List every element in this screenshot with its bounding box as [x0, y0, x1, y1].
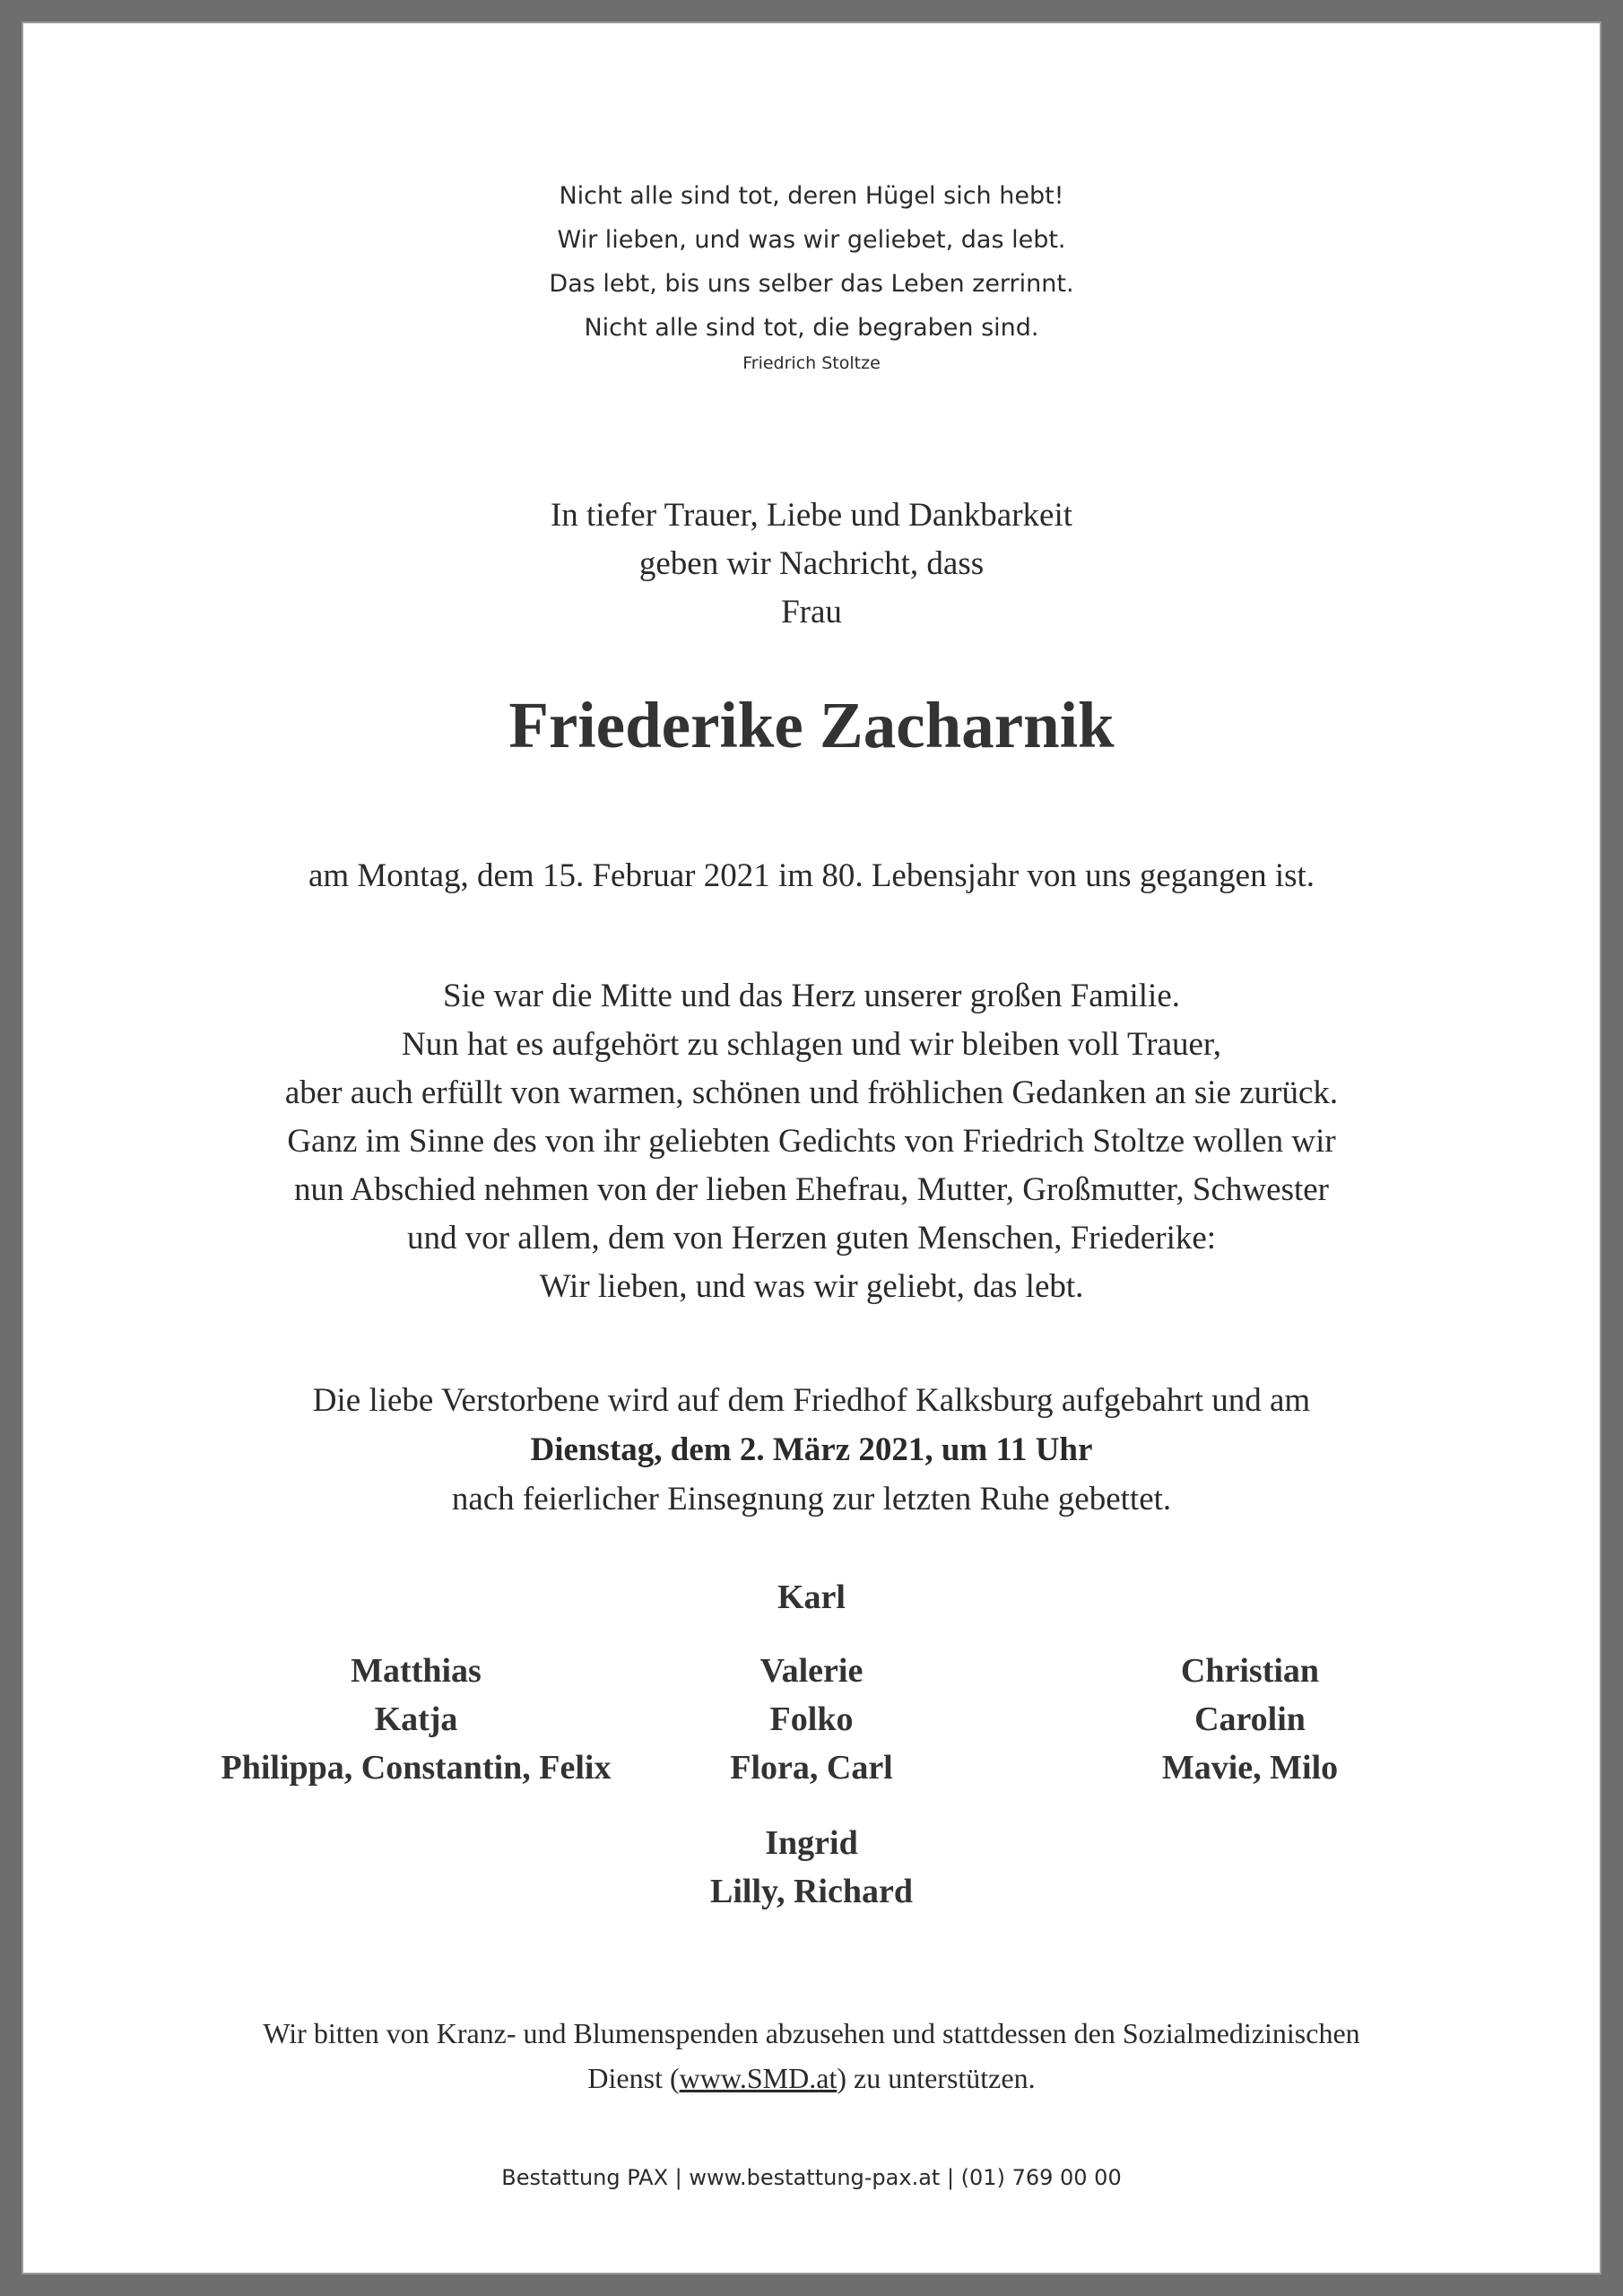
donation-line: Wir bitten von Kranz- und Blumenspenden abzusehen und stattdessen den Sozialmedizinischen: [263, 2017, 1360, 2049]
family-group-bottom: [632, 1819, 991, 1916]
tribute-line: nun Abschied nehmen von der lieben Ehefrau, Mutter, Großmutter, Schwester: [294, 1171, 1329, 1208]
poem-author: Friedrich Stoltze: [742, 353, 881, 373]
family-name: Lilly, Richard: [710, 1873, 913, 1910]
family-name: Flora, Carl: [730, 1749, 893, 1787]
tribute-line: Sie war die Mitte und das Herz unserer großen Familie.: [443, 978, 1180, 1014]
donation-text: ) zu unterstützen.: [837, 2062, 1036, 2094]
family-name: Valerie: [759, 1652, 864, 1690]
funeral-date: Dienstag, dem 2. März 2021, um 11 Uhr: [530, 1431, 1093, 1468]
poem-line: Nicht alle sind tot, die begraben sind.: [584, 314, 1039, 342]
donation-text: Dienst (: [587, 2062, 680, 2094]
poem-line: Nicht alle sind tot, deren Hügel sich hebt!: [559, 182, 1064, 210]
family-name: Ingrid: [765, 1824, 858, 1862]
donation-line: [22, 2056, 1601, 2100]
family-name: Philippa, Constantin, Felix: [221, 1749, 612, 1787]
donation-request: [22, 2011, 1601, 2100]
tribute-line: Wir lieben, und was wir geliebt, das lebt.: [539, 1268, 1084, 1305]
family-name: Katja: [374, 1700, 458, 1738]
poem-line: Wir lieben, und was wir geliebet, das lebt.: [557, 226, 1066, 254]
tribute-line: aber auch erfüllt von warmen, schönen und fröhlichen Gedanken an sie zurück.: [284, 1074, 1339, 1111]
family-name: Carolin: [1194, 1700, 1306, 1738]
funeral-home-footer: Bestattung PAX | www.bestattung-pax.at | (01) 769 00 00: [501, 2165, 1122, 2190]
family-group-left: [183, 1647, 649, 1792]
family-name: Matthias: [351, 1652, 482, 1690]
family-spouse: Karl: [777, 1578, 846, 1616]
obituary-page: [22, 22, 1601, 2274]
deceased-name: Friederike Zacharnik: [508, 689, 1115, 761]
intro-line: In tiefer Trauer, Liebe und Dankbarkeit: [550, 497, 1073, 534]
smd-link[interactable]: www.SMD.at: [679, 2062, 838, 2094]
tribute-text: [22, 972, 1601, 1311]
family-name: Mavie, Milo: [1161, 1749, 1339, 1787]
tribute-line: Ganz im Sinne des von ihr geliebten Gedichts von Friedrich Stoltze wollen wir: [287, 1123, 1336, 1160]
intro-line: Frau: [781, 594, 842, 631]
poem-line: Das lebt, bis uns selber das Leben zerrinnt.: [549, 270, 1074, 298]
tribute-line: Nun hat es aufgehört zu schlagen und wir bleiben voll Trauer,: [401, 1026, 1222, 1063]
funeral-line: Die liebe Verstorbene wird auf dem Friedhof Kalksburg aufgebahrt und am: [312, 1382, 1311, 1419]
poem: [22, 174, 1601, 377]
intro-text: [22, 491, 1601, 637]
tribute-line: und vor allem, dem von Herzen guten Menschen, Friederike:: [406, 1220, 1217, 1257]
family-name: Christian: [1180, 1652, 1320, 1690]
family-name: Folko: [769, 1700, 854, 1738]
funeral-line: nach feierlicher Einsegnung zur letzten Ruhe gebettet.: [451, 1481, 1172, 1518]
death-notice: am Montag, dem 15. Februar 2021 im 80. Lebensjahr von uns gegangen ist.: [308, 857, 1315, 894]
family-group-right: [1017, 1647, 1483, 1792]
intro-line: geben wir Nachricht, dass: [638, 545, 985, 582]
funeral-notice: [22, 1376, 1601, 1524]
family-group-center: [632, 1647, 991, 1792]
